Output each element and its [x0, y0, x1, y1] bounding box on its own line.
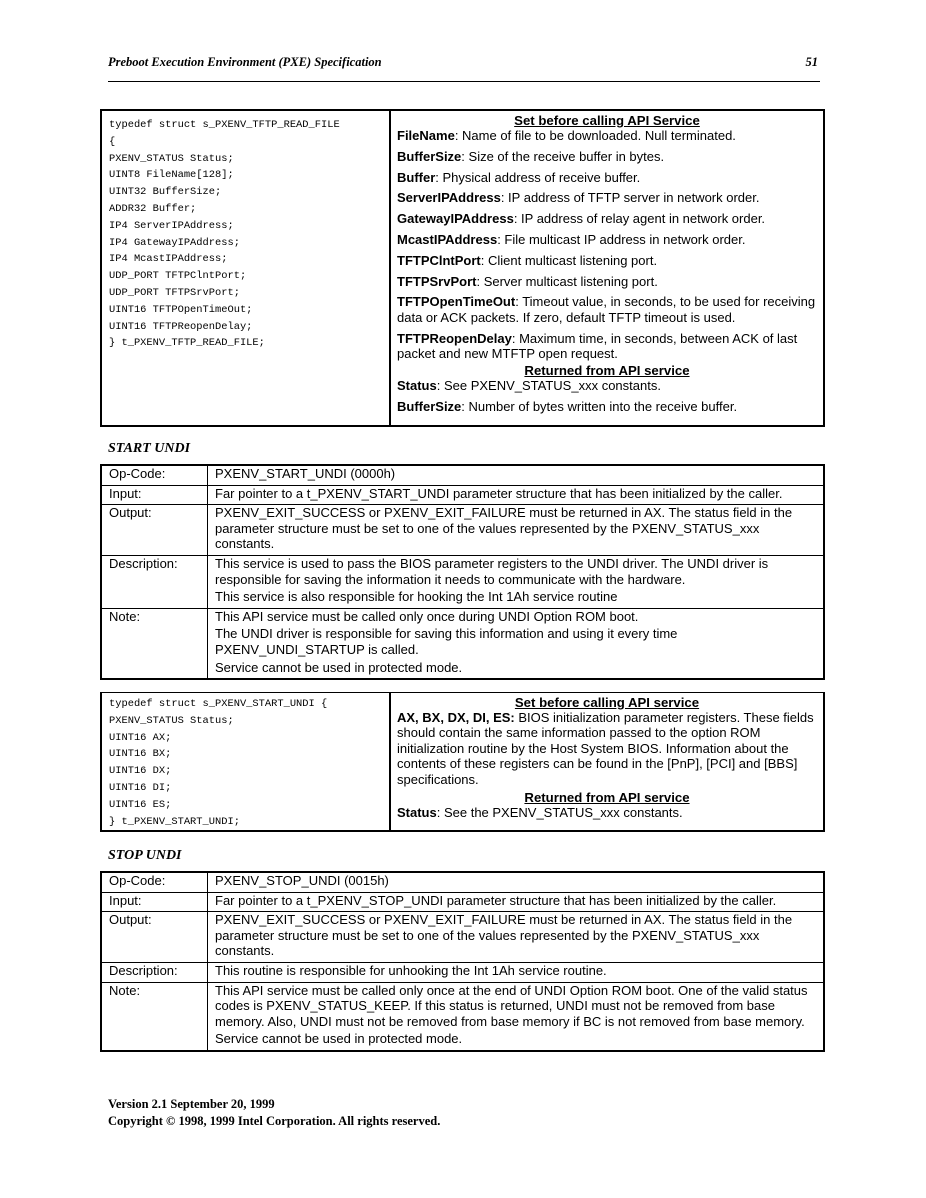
field-description [397, 170, 817, 185]
row-value [208, 962, 825, 982]
field-description [397, 149, 817, 164]
row-label: Note: [101, 982, 208, 1051]
field-description [397, 331, 817, 362]
row-paragraph: Service cannot be used in protected mode. [215, 1031, 463, 1047]
table-row [101, 892, 824, 912]
table-row [101, 465, 824, 485]
table-row [101, 982, 824, 1051]
field-name: Status [397, 805, 437, 821]
tftp-read-file-code [102, 111, 391, 425]
returned-heading: Returned from API service [524, 363, 690, 379]
field-name: BufferSize [397, 148, 462, 164]
row-value [208, 505, 825, 556]
start-undi-table [100, 464, 825, 680]
row-paragraph: This service is used to pass the BIOS parameter registers to the UNDI driver. The UNDI driver is responsible for saving the information it needs to communicate with the hardware. [215, 555, 769, 587]
field-text: : IP address of relay agent in network order. [513, 211, 766, 227]
field-description [397, 294, 817, 325]
row-label: Op-Code: [101, 465, 208, 485]
row-paragraph: PXENV_EXIT_SUCCESS or PXENV_EXIT_FAILURE must be returned in AX. The status field in the parameter structure must be set to one of the values represented by the PXENV_STATUS_xxx constants. [215, 912, 793, 959]
row-value [208, 555, 825, 608]
table-row [101, 555, 824, 608]
version-line: Version 2.1 September 20, 1999 [108, 1097, 275, 1111]
row-label: Input: [101, 485, 208, 505]
field-text: : Timeout value, in seconds, to be used for receiving data or ACK packets. If zero, default TFTP timeout is used. [397, 294, 816, 325]
field-text: : Client multicast listening port. [480, 252, 658, 268]
stop-undi-table [100, 871, 825, 1052]
row-paragraph: Service cannot be used in protected mode. [215, 659, 463, 675]
row-paragraph: PXENV_STOP_UNDI (0015h) [215, 873, 389, 888]
field-name: FileName [397, 128, 455, 143]
field-name: AX, BX, DX, DI, ES: [397, 710, 515, 725]
field-description [397, 805, 817, 820]
table-row [101, 912, 824, 963]
code-line: UDP_PORT TFTPClntPort; [109, 270, 247, 283]
row-paragraph: PXENV_EXIT_SUCCESS or PXENV_EXIT_FAILURE must be returned in AX. The status field in the parameter structure must be set to one of the values represented by the PXENV_STATUS_xxx constants. [215, 505, 793, 552]
row-label: Input: [101, 892, 208, 912]
set-before-heading: Set before calling API service [514, 695, 700, 710]
table-row [101, 962, 824, 982]
field-name: TFTPSrvPort [397, 273, 477, 289]
code-line: IP4 GatewayIPAddress; [109, 236, 240, 249]
row-paragraph: This API service must be called only once during UNDI Option ROM boot. [215, 608, 639, 624]
returned-heading: Returned from API service [524, 790, 690, 806]
code-line: UINT16 TFTPOpenTimeOut; [109, 303, 253, 316]
section-title-start-undi: START UNDI [108, 441, 191, 456]
field-name: Status [397, 378, 437, 394]
code-line: typedef struct s_PXENV_START_UNDI { [109, 698, 328, 710]
field-description [397, 399, 817, 414]
table-row [101, 485, 824, 505]
field-description [397, 128, 817, 143]
field-name: Buffer [397, 169, 436, 185]
start-undi-code [102, 693, 391, 830]
field-name: TFTPClntPort [397, 252, 481, 268]
row-paragraph: Far pointer to a t_PXENV_STOP_UNDI parameter structure that has been initialized by the caller. [215, 892, 777, 908]
row-label: Output: [101, 505, 208, 556]
row-value [208, 912, 825, 963]
row-paragraph: The UNDI driver is responsible for saving this information and using it every time PXENV_UNDI_STARTUP is called. [215, 626, 678, 657]
code-line: typedef struct s_PXENV_TFTP_READ_FILE [109, 119, 340, 131]
row-paragraph: This API service must be called only once at the end of UNDI Option ROM boot. One of the valid status codes is PXENV_STATUS_KEEP. If this status is returned, UNDI must not be removed from base memory. Also, UNDI must not be removed from base memory if BC is not removed from base memory. [215, 982, 808, 1029]
field-text: : File multicast IP address in network order. [497, 231, 746, 247]
field-description [397, 253, 817, 268]
field-description [397, 232, 817, 247]
row-label: Description: [101, 555, 208, 608]
field-name: GatewayIPAddress [397, 211, 514, 227]
code-line: UINT16 AX; [109, 731, 172, 744]
start-undi-structure-box [100, 692, 825, 832]
row-label: Output: [101, 912, 208, 963]
row-value [208, 485, 825, 505]
row-value [208, 892, 825, 912]
row-label: Note: [101, 608, 208, 679]
row-label: Op-Code: [101, 872, 208, 892]
field-text: : IP address of TFTP server in network order. [500, 190, 760, 206]
code-line: IP4 McastIPAddress; [109, 253, 228, 266]
row-value [208, 465, 825, 485]
field-text: : Name of file to be downloaded. Null terminated. [454, 128, 736, 143]
field-description [397, 211, 817, 226]
row-paragraph: Far pointer to a t_PXENV_START_UNDI parameter structure that has been initialized by the caller. [215, 485, 783, 501]
code-line: UINT16 ES; [109, 798, 172, 811]
section-title-stop-undi: STOP UNDI [108, 848, 182, 863]
row-paragraph: PXENV_START_UNDI (0000h) [215, 466, 396, 481]
code-line: PXENV_STATUS Status; [109, 714, 234, 727]
code-line: } t_PXENV_TFTP_READ_FILE; [109, 337, 265, 350]
row-paragraph: This service is also responsible for hooking the Int 1Ah service routine [215, 589, 618, 605]
field-description [397, 274, 817, 289]
field-text: : Number of bytes written into the receive buffer. [461, 399, 738, 415]
code-line: UINT16 DX; [109, 765, 172, 778]
field-name: BufferSize [397, 399, 462, 415]
code-line: UDP_PORT TFTPSrvPort; [109, 286, 240, 299]
table-row [101, 872, 824, 892]
field-text: : Maximum time, in seconds, between ACK of last packet and new MTFTP open request. [397, 330, 798, 361]
document-title: Preboot Execution Environment (PXE) Specification [108, 55, 382, 69]
row-value [208, 608, 825, 679]
code-line: PXENV_STATUS Status; [109, 152, 234, 165]
code-line: UINT16 TFTPReopenDelay; [109, 320, 253, 333]
field-text: : See the PXENV_STATUS_xxx constants. [436, 805, 683, 821]
code-line: ADDR32 Buffer; [109, 202, 197, 215]
code-line: UINT16 DI; [109, 781, 172, 794]
row-value [208, 872, 825, 892]
field-text: : Size of the receive buffer in bytes. [461, 148, 665, 164]
code-line: UINT8 FileName[128]; [109, 169, 234, 182]
code-line: UINT32 BufferSize; [109, 186, 222, 199]
code-line: { [109, 135, 116, 148]
tftp-read-file-fields [389, 111, 823, 425]
row-value [208, 982, 825, 1051]
tftp-read-file-structure-box [100, 109, 825, 427]
code-line: IP4 ServerIPAddress; [109, 219, 234, 232]
field-description [397, 190, 817, 205]
table-row [101, 505, 824, 556]
field-name: TFTPOpenTimeOut [397, 294, 516, 310]
field-text: : See PXENV_STATUS_xxx constants. [436, 378, 661, 394]
table-row [101, 608, 824, 679]
field-description [397, 710, 817, 787]
row-paragraph: This routine is responsible for unhooking the Int 1Ah service routine. [215, 962, 607, 978]
field-description [397, 378, 817, 393]
code-line: UINT16 BX; [109, 748, 172, 761]
code-line: } t_PXENV_START_UNDI; [109, 815, 240, 828]
page-footer [108, 1096, 440, 1129]
field-text: : Server multicast listening port. [476, 273, 658, 289]
field-text: BIOS initialization parameter registers. These fields should contain the same information passed to the option ROM initialization routine by the Host System BIOS. Information about the contents of these registers can be found in the [PnP], [PCI] and [BBS] specifications. [397, 710, 814, 787]
page-number: 51 [805, 55, 818, 69]
copyright-line: Copyright © 1998, 1999 Intel Corporation. All rights reserved. [108, 1113, 441, 1128]
field-name: TFTPReopenDelay [397, 330, 512, 346]
set-before-heading: Set before calling API Service [514, 113, 700, 128]
start-undi-fields [389, 693, 823, 830]
field-name: McastIPAddress [397, 231, 498, 247]
field-name: ServerIPAddress [397, 190, 501, 206]
row-label: Description: [101, 962, 208, 982]
running-header [108, 55, 820, 82]
field-text: : Physical address of receive buffer. [435, 169, 641, 185]
